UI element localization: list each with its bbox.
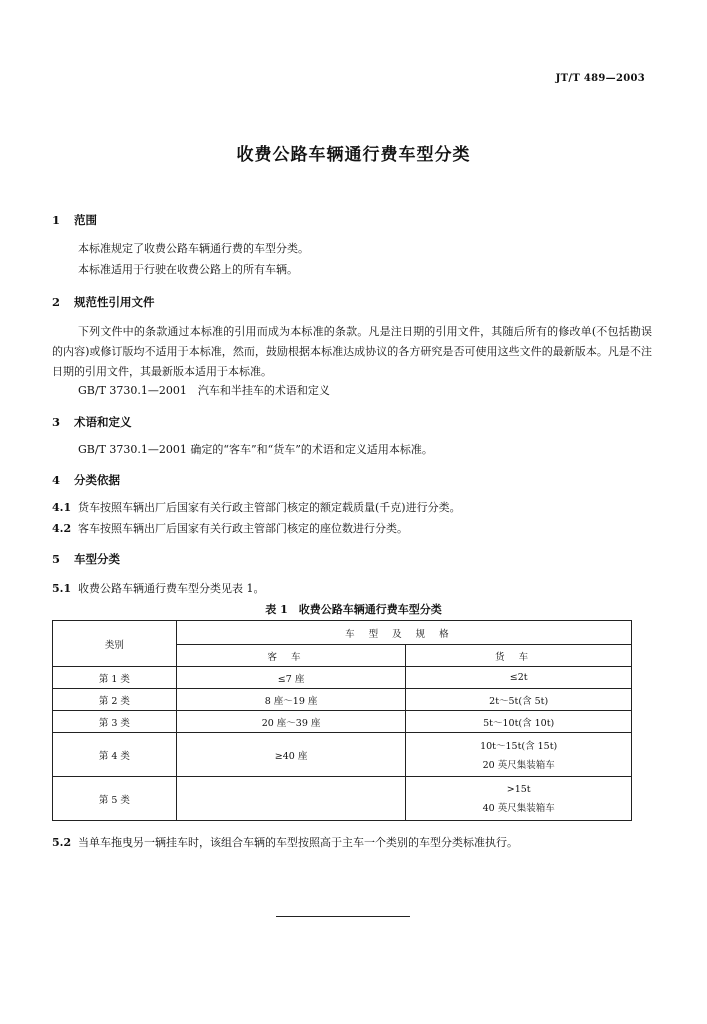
table-row — [53, 689, 632, 711]
section-number: 2 — [52, 295, 61, 309]
table-row — [53, 733, 632, 777]
end-separator-line — [276, 916, 410, 917]
s2-paragraph: 下列文件中的条款通过本标准的引用而成为本标准的条款。凡是注日期的引用文件，其随后所有的修改单(不包括勘误的内容)或修订版均不适用于本标准，然而，鼓励根据本标准达成协议的各方研究是否可使用这些文件的最新版本。凡是不注日期的引用文件，其最新版本适用于本标准。 — [52, 325, 652, 378]
section-number: 4 — [52, 473, 61, 487]
cell-truck — [406, 777, 632, 821]
cell-bus: ≥40 座 — [176, 733, 406, 777]
section-5-heading — [52, 551, 120, 567]
table-row — [53, 667, 632, 689]
s1-paragraph-1: 本标准规定了收费公路车辆通行费的车型分类。 — [78, 242, 309, 255]
cell-category: 第 4 类 — [53, 733, 177, 777]
section-number: 5 — [52, 552, 61, 566]
clause-5-2 — [52, 834, 518, 850]
section-title: 范围 — [74, 213, 97, 227]
clause-text: 当单车拖曳另一辆挂车时，该组合车辆的车型按照高于主车一个类别的车型分类标准执行。 — [78, 836, 518, 849]
section-title: 分类依据 — [74, 473, 120, 487]
section-3-heading — [52, 414, 132, 430]
clause-text: 收费公路车辆通行费车型分类见表 1。 — [78, 582, 265, 595]
cell-truck-line-1: 10t～15t(含 15t) — [480, 741, 558, 752]
table-row — [53, 711, 632, 733]
page-title: 收费公路车辆通行费车型分类 — [236, 145, 471, 165]
section-1-heading — [52, 212, 97, 228]
cell-truck-line-2: 40 英尺集装箱车 — [482, 802, 555, 814]
standard-number: JT/T 489—2003 — [555, 73, 645, 84]
clause-number: 5.2 — [52, 836, 72, 849]
cell-truck-line-1: >15t — [506, 783, 531, 795]
clause-4-2 — [52, 520, 408, 536]
cell-truck: 2t～5t(含 5t) — [406, 689, 632, 711]
clause-4-1 — [52, 499, 461, 515]
cell-bus: 8 座～19 座 — [176, 689, 406, 711]
header-spec: 车型及规格 — [176, 621, 631, 645]
cell-category: 第 5 类 — [53, 777, 177, 821]
section-title: 术语和定义 — [74, 415, 132, 429]
cell-category: 第 3 类 — [53, 711, 177, 733]
section-2-heading — [52, 294, 155, 310]
cell-bus — [176, 777, 406, 821]
section-4-heading — [52, 472, 120, 488]
clause-number: 5.1 — [52, 582, 72, 595]
section-number: 1 — [52, 213, 61, 227]
cell-bus: 20 座～39 座 — [176, 711, 406, 733]
s3-paragraph: GB/T 3730.1—2001 确定的“客车”和“货车”的术语和定义适用本标准。 — [78, 443, 433, 456]
section-title: 规范性引用文件 — [74, 295, 155, 309]
s2-reference: GB/T 3730.1—2001 汽车和半挂车的术语和定义 — [78, 384, 330, 397]
cell-truck: ≤2t — [406, 667, 632, 689]
cell-category: 第 2 类 — [53, 689, 177, 711]
header-bus: 客车 — [176, 645, 406, 667]
clause-number: 4.2 — [52, 522, 72, 535]
cell-bus: ≤7 座 — [176, 667, 406, 689]
header-truck: 货车 — [406, 645, 632, 667]
clause-number: 4.1 — [52, 501, 72, 514]
header-category: 类别 — [53, 621, 177, 667]
clause-text: 客车按照车辆出厂后国家有关行政主管部门核定的座位数进行分类。 — [78, 522, 408, 535]
cell-truck — [406, 733, 632, 777]
clause-5-1 — [52, 580, 265, 596]
table-row — [53, 777, 632, 821]
cell-truck: 5t～10t(含 10t) — [406, 711, 632, 733]
vehicle-classification-table — [52, 620, 632, 821]
s1-paragraph-2: 本标准适用于行驶在收费公路上的所有车辆。 — [78, 263, 298, 276]
cell-category: 第 1 类 — [53, 667, 177, 689]
cell-truck-line-2: 20 英尺集装箱车 — [482, 760, 555, 771]
clause-text: 货车按照车辆出厂后国家有关行政主管部门核定的额定载质量(千克)进行分类。 — [78, 501, 461, 514]
section-title: 车型分类 — [74, 552, 120, 566]
table-header-row — [53, 621, 632, 645]
section-number: 3 — [52, 415, 61, 429]
table-caption: 表 1 收费公路车辆通行费车型分类 — [265, 603, 442, 616]
